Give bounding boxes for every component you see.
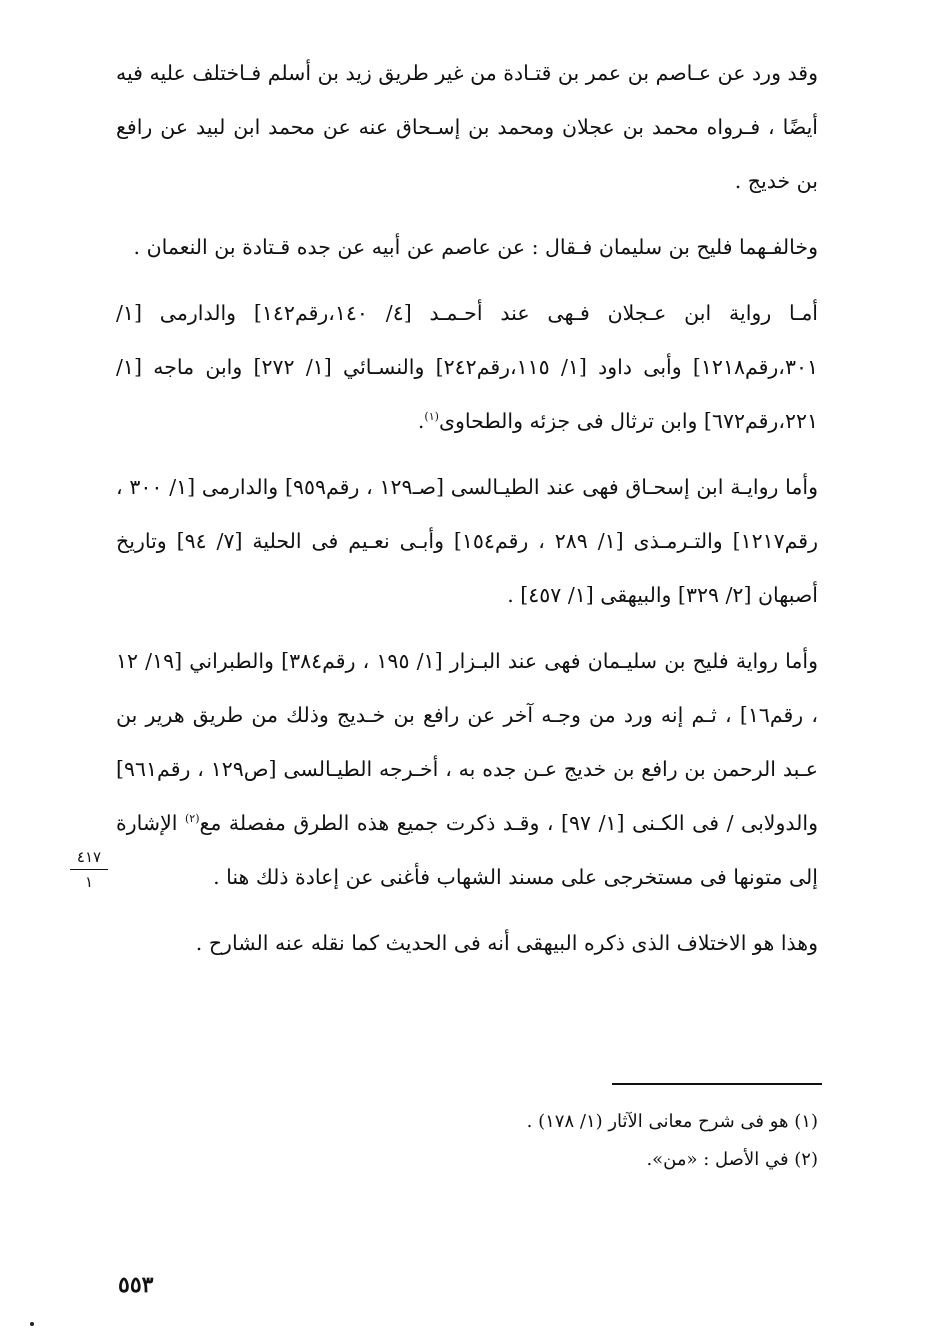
page-number: ٥٥٣ bbox=[118, 1272, 154, 1298]
folio-side: ١ bbox=[84, 873, 94, 891]
paragraph-text: وهذا هو الاختلاف الذى ذكره البيهقى أنه فى الحديث كما نقله عنه الشارح . bbox=[195, 931, 818, 955]
paragraph-3 bbox=[116, 286, 818, 448]
footnote-divider bbox=[612, 1083, 822, 1085]
paragraph-1 bbox=[116, 46, 818, 208]
paragraph-tail: الإشارة إلى متونها فى مستخرجى على مسند الشهاب فأغنى عن إعادة ذلك هنا . bbox=[116, 811, 818, 889]
footnote-1: (١) هو فى شرح معانى الآثار (١/ ١٧٨) . bbox=[526, 1111, 818, 1132]
main-text bbox=[116, 46, 818, 970]
paragraph-text: وخالفـهما فليح بن سليمان فـقال : عن عاصم عن أبيه عن جده قـتادة بن النعمان . bbox=[133, 235, 818, 259]
footnote-2: (٢) في الأصل : «من». bbox=[646, 1149, 818, 1170]
footnote-reference-2: (٢) bbox=[184, 812, 200, 826]
paragraph-text: وقد ورد عن عـاصم بن عمر بن قتـادة من غير طريق زيد بن أسلم فـاختلف عليه فيه أيضًا ، فـرواه محمد بن عجلان ومحمد بن إسـحاق عنه عن محمد ابن لبيد عن رافع بن خديج . bbox=[116, 61, 818, 193]
paragraph-text: وأما رواية فليح بن سليـمان فهى عند البـزار [١/ ١٩٥ ، رقم٣٨٤] والطبراني [١٩/ ١٢ ، رقم١٦] ، ثـم إنه ورد من وجـه آخر عن رافع بن خـديج وذلك من طريق هرير بن عـبد الرحمن بن رافع بن خديج عـن جده به ، أخـرجه الطيـالسى [ص١٢٩ ، رقم٩٦١] والدولابى / فى الكـنى [١/ ٩٧] ، وقـد ذكرت جميع هذه الطرق مفصلة مع bbox=[116, 649, 818, 835]
footnotes bbox=[116, 1103, 818, 1179]
paragraph-2 bbox=[116, 220, 818, 274]
paragraph-text: أمـا رواية ابن عـجلان فـهى عند أحـمـد [٤/ ١٤٠،رقم١٤٢] والدارمى [١/ ٣٠١،رقم١٢١٨] وأبى داود [١/ ١١٥،رقم٢٤٢] والنسـائي [١/ ٢٧٢] وابن ماجه [١/ ٢٢١،رقم٦٧٢] وابن ترثال فى جزئه والطحاوى bbox=[116, 301, 818, 433]
paragraph-tail: . bbox=[417, 409, 425, 433]
paragraph-text: وأما روايـة ابن إسحـاق فهى عند الطيـالسى [صـ١٢٩ ، رقم٩٥٩] والدارمى [١/ ٣٠٠ ، رقم١٢١٧] والتـرمـذى [١/ ٢٨٩ ، رقم١٥٤] وأبـى نعـيم فى الحلية [٧/ ٩٤] وتاريخ أصبهان [٢/ ٣٢٩] والبيهقى [١/ ٤٥٧] . bbox=[116, 475, 818, 607]
paragraph-5 bbox=[116, 634, 818, 904]
folio-number: ٤١٧ bbox=[70, 848, 108, 870]
footnote-reference-1: (١) bbox=[424, 410, 439, 424]
scan-mark bbox=[30, 1322, 34, 1326]
manuscript-folio-marker bbox=[70, 848, 108, 891]
paragraph-6 bbox=[116, 916, 818, 970]
paragraph-4 bbox=[116, 460, 818, 622]
